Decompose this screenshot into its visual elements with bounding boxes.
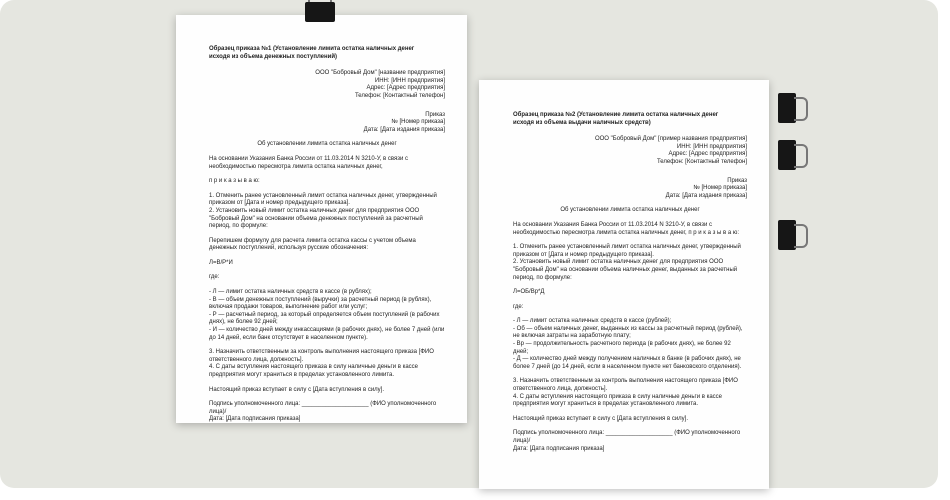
- doc1-sign-date: Дата: [Дата подписания приказа]: [209, 416, 301, 423]
- doc1-item: 3. Назначить ответственным за контроль выполнения настоящего приказа [ФИО ответственного лица, должность].: [209, 349, 434, 363]
- doc2-item: 3. Назначить ответственным за контроль выполнения настоящего приказа [ФИО ответственного лица, должность].: [513, 378, 738, 393]
- doc2-order-line: Дата: [Дата издания приказа]: [665, 192, 747, 199]
- doc2-item: 1. Отменить ранее установленный лимит остатка наличных денег, утвержденный приказом от [Дата и номер предыдущего приказа].: [513, 244, 741, 258]
- doc2-header-line: ООО "Бобровый Дом" [пример названия предприятия]: [594, 136, 747, 143]
- binder-clip-icon: [778, 93, 808, 123]
- doc1-where: где:: [209, 274, 220, 281]
- binder-clip-icon: [305, 0, 335, 24]
- doc1-header-line: ИНН: [ИНН предприятия]: [374, 77, 445, 84]
- doc1-order-block: [209, 112, 445, 135]
- doc1-formula: Л=В/Р*И: [209, 259, 233, 266]
- doc1-header-line: ООО "Бобровый Дом" [название предприятия]: [315, 70, 445, 77]
- doc1-effective: Настоящий приказ вступает в силу с [Дата вступления в силу].: [209, 386, 385, 393]
- doc2-sign-date: Дата: [Дата подписания приказа]: [513, 445, 605, 452]
- doc2-subject: Об установлении лимита остатка наличных денег: [560, 207, 700, 214]
- doc2-order-line: № [Номер приказа]: [693, 185, 747, 192]
- doc1-order-word: п р и к а з ы в а ю:: [209, 178, 260, 185]
- doc1-order-line: Приказ: [425, 111, 445, 118]
- doc1-definition: - Р — расчетный период, за который определяется объем поступлений (в рабочих днях), не более 92 дней;: [209, 311, 440, 326]
- doc1-header-line: Телефон: [Контактный телефон]: [354, 92, 445, 99]
- document-sheet-2: [479, 80, 769, 489]
- doc2-definition: - Вр — продолжительность расчетного периода (в рабочих днях), не более 92 дней;: [513, 341, 731, 355]
- doc1-intro: На основании Указания Банка России от 11.03.2014 N 3210-У, в связи с необходимостью пересмотра лимита остатка наличных денег,: [209, 155, 409, 170]
- doc2-header-line: Адрес: [Адрес предприятия]: [668, 151, 747, 158]
- binder-clip-icon: [778, 220, 808, 250]
- doc2-signature: Подпись уполномоченного лица: ____________________ (ФИО уполномоченного лица)/: [513, 430, 741, 444]
- doc2-company-header: [513, 136, 747, 166]
- doc2-item: 4. С даты вступления настоящего приказа в силу наличные деньги в кассе предприятия могут храниться в пределах установленного лимита.: [513, 393, 723, 408]
- binder-clip-icon: [778, 140, 808, 170]
- doc2-order-line: Приказ: [727, 177, 747, 184]
- doc1-formula-intro: Перепишем формулу для расчета лимита остатка кассы с учетом объема денежных поступлений, используя русские обозначения:: [209, 237, 416, 252]
- doc1-order-line: Дата: [Дата издания приказа]: [363, 126, 445, 133]
- doc1-item: 2. Установить новый лимит остатка наличных денег для предприятия ООО "Бобровый Дом" на основании объема денежных поступлений за расчетный период, по формуле:: [209, 207, 423, 230]
- doc1-item: 1. Отменить ранее установленный лимит остатка наличных денег, утвержденный приказом от [Дата и номер предыдущего приказа].: [209, 192, 437, 207]
- doc1-subject: Об установлении лимита остатка наличных денег: [257, 141, 397, 148]
- doc2-effective: Настоящий приказ вступает в силу с [Дата вступления в силу].: [513, 415, 689, 422]
- doc1-header-line: Адрес: [Адрес предприятия]: [366, 85, 445, 92]
- doc2-definition: - Об — объем наличных денег, выданных из кассы за расчетный период (рублей), не включая затраты на заработную плату;: [513, 325, 743, 340]
- document-sheet-1: [176, 15, 467, 423]
- doc2-header-line: ИНН: [ИНН предприятия]: [676, 143, 747, 150]
- doc2-definition: - Д — количество дней между получением наличных в банке (в рабочих днях), не более 7 дней (до 14 дней, если в населенном пункте нет банковского отделения).: [513, 356, 742, 370]
- doc1-title: Образец приказа №1 (Установление лимита остатка наличных денег исходя из объема денежных поступлений): [209, 46, 415, 60]
- doc2-order-block: [513, 178, 747, 201]
- doc1-company-header: [209, 70, 445, 100]
- doc1-order-line: № [Номер приказа]: [391, 119, 445, 126]
- doc2-definition: - Л — лимит остатка наличных средств в кассе (рублей);: [513, 318, 672, 325]
- doc2-title: Образец приказа №2 (Установление лимита остатка наличных денег исходя из объема выдачи наличных средств): [513, 112, 719, 126]
- doc1-item: 4. С даты вступления настоящего приказа в силу наличные деньги в кассе предприятия могут храниться в пределах установленного лимита.: [209, 364, 419, 378]
- doc1-definition: - Л — лимит остатка наличных средств в кассе (в рублях);: [209, 289, 372, 296]
- doc2-formula: Л=ОБ/Вр*Д: [513, 289, 545, 296]
- doc1-signature: Подпись уполномоченного лица: ____________________ (ФИО уполномоченного лица)/: [209, 401, 437, 415]
- doc2-item: 2. Установить новый лимит остатка наличных денег для предприятия ООО "Бобровый Дом" на основании объема наличных денег, выданных за расчетный период, по формуле:: [513, 259, 738, 281]
- doc1-definition: - И — количество дней между инкассациями (в рабочих днях), не более 7 дней (или до 14 дней, если банк отсутствует в населенном пункте).: [209, 327, 445, 341]
- doc1-definition: - В — объем денежных поступлений (выручки) за расчетный период (в рублях), включая продажи товаров, выполнение работ или услуг;: [209, 296, 432, 311]
- doc2-header-line: Телефон: [Контактный телефон]: [656, 158, 747, 165]
- doc2-where: где:: [513, 303, 524, 310]
- doc2-intro: На основании Указания Банка России от 11.03.2014 N 3210-У, в связи с необходимостью пересмотра лимита остатка наличных денег, п р и к а з ы в а ю:: [513, 221, 739, 236]
